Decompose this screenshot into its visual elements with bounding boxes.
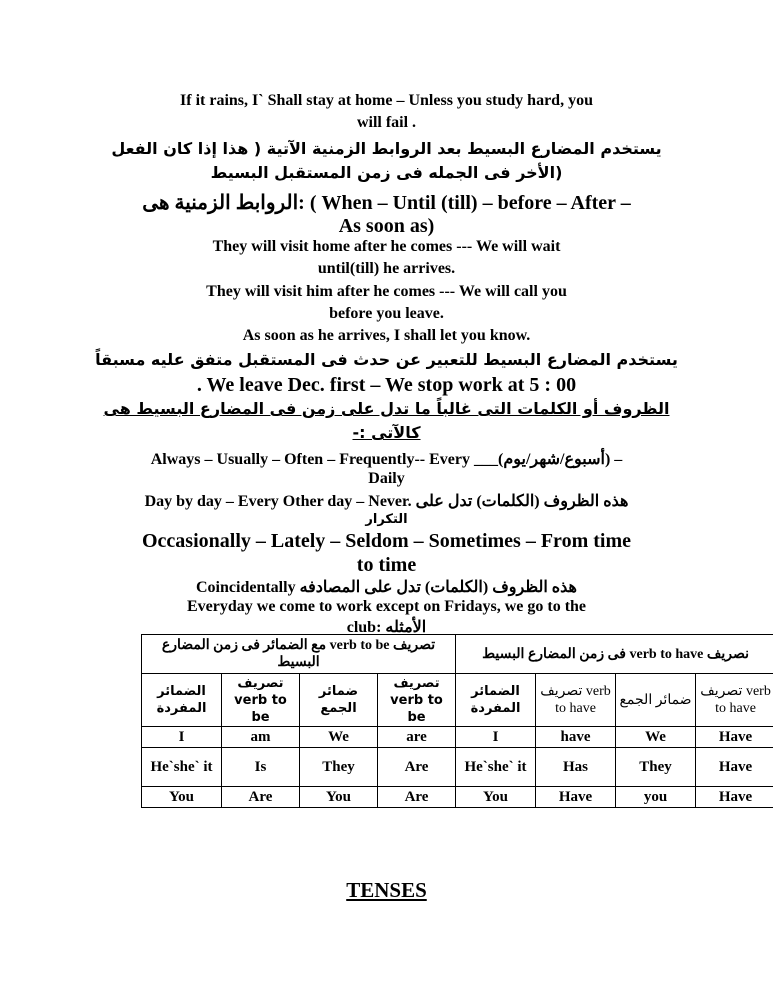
table-row [142,748,773,787]
table-cell: They [300,748,378,787]
table-cell: Have [536,787,616,808]
line-1: If it rains, I` Shall stay at home – Unless you study hard, you [180,92,593,109]
arabic-line-5: كالآتى :- [352,423,421,442]
line-16: to time [356,554,417,576]
line-17: Coincidentally هذه الظروف (الكلمات) تدل على المصادفه [196,579,577,596]
arabic-line-1: يستخدم المضارع البسيط بعد الروابط الزمنية الآتية ( هذا إذا كان الفعل [111,139,662,158]
table-cell: Have [696,787,773,808]
line-12: Daily [368,470,405,487]
table-cell: Are [378,787,456,808]
table-cell: You [300,787,378,808]
line-18: Everyday we come to work except on Fridays, we go to the [186,598,587,615]
line-8: before you leave. [329,305,444,322]
line-13: Day by day – Every Other day – Never. هذه الظروف (الكلمات) تدل على [144,493,629,510]
header-verb-to-be: تصريف verb to be مع الضمائر فى زمن المضارع البسيط [142,635,456,674]
table-cell: He`she` it [456,748,536,787]
section-heading-tenses: TENSES [346,878,427,902]
table-cell: I [142,727,222,748]
line-14: التكرار [365,512,408,527]
subheader-cell: تصريف verb to have [536,674,616,727]
line-2: will fail . [356,114,417,131]
table-cell: They [616,748,696,787]
table-row [142,727,773,748]
table-header-row [142,635,773,674]
line-9: As soon as he arrives, I shall let you know. [242,327,531,344]
table-cell: am [222,727,300,748]
subheader-cell: الضمائر المفردة [456,674,536,727]
table-cell: We [616,727,696,748]
subheader-cell: ضمائر الجمع [300,674,378,727]
line-3: الروابط الزمنية هى: ( When – Until (till) – before – After – [142,192,631,214]
line-11: Always – Usually – Often – Frequently-- Every ___(أسبوع/شهر/يوم) – [150,451,623,468]
table-cell: Are [378,748,456,787]
table-cell: You [456,787,536,808]
conjugation-table [141,634,773,808]
arabic-line-4: الظروف أو الكلمات التى غالباً ما تدل على زمن فى المضارع البسيط هى [103,399,670,418]
arabic-line-2: (الأخر فى الجمله فى زمن المستقبل البسيط [210,163,563,182]
line-10: . We leave Dec. first – We stop work at 5 : 00 [196,374,577,396]
table-cell: have [536,727,616,748]
line-6: until(till) he arrives. [317,260,456,277]
table-cell: you [616,787,696,808]
subheader-cell: ضمائر الجمع [616,674,696,727]
table-subheader-row [142,674,773,727]
arabic-line-3: يستخدم المضارع البسيط للتعبير عن حدث فى المستقبل متفق عليه مسبقاً [95,350,678,369]
table-cell: He`she` it [142,748,222,787]
table-row [142,787,773,808]
line-15: Occasionally – Lately – Seldom – Sometimes – From time [141,530,631,552]
table-cell: Is [222,748,300,787]
subheader-cell: تصريف verb to be [222,674,300,727]
subheader-cell: تصريف verb to be [378,674,456,727]
table-cell: Have [696,748,773,787]
table-cell: I [456,727,536,748]
subheader-cell: تصريف verb to have [696,674,773,727]
table-cell: You [142,787,222,808]
subheader-cell: الضمائر المفردة [142,674,222,727]
table-cell: are [378,727,456,748]
line-7: They will visit him after he comes --- We will call you [206,283,567,300]
table-cell: We [300,727,378,748]
line-19: club: الأمثله [346,619,427,636]
table-cell: Are [222,787,300,808]
header-verb-to-have: نصريف verb to have فى زمن المضارع البسيط [456,635,773,674]
table-cell: Have [696,727,773,748]
line-4: As soon as) [338,215,435,237]
line-5: They will visit home after he comes --- We will wait [212,238,561,255]
table-cell: Has [536,748,616,787]
